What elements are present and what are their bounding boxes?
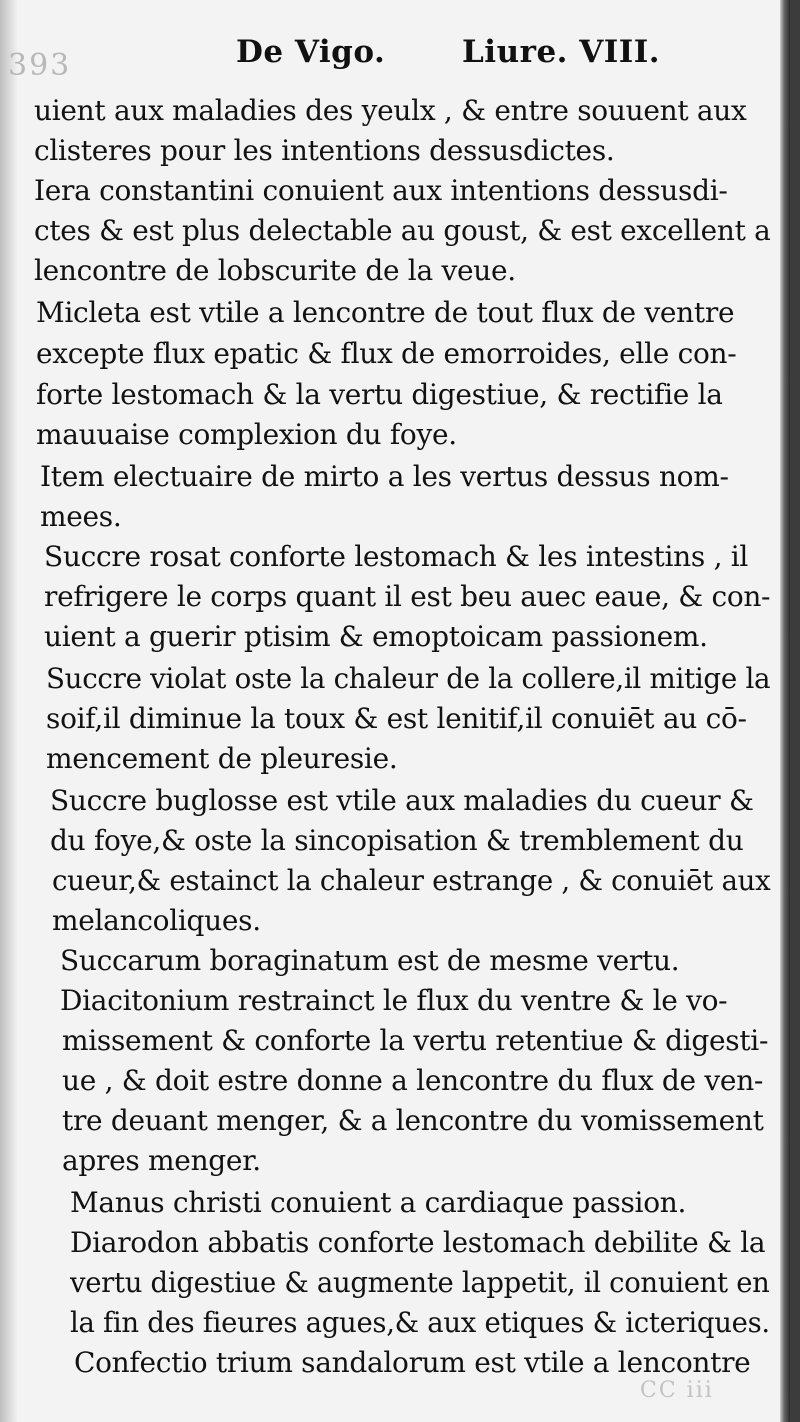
text-line: Diacitonium restrainct le flux du ventre & le vo-	[60, 984, 728, 1017]
text-line: missement & conforte la vertu retentiue & digesti-	[62, 1024, 769, 1057]
text-line: Item electuaire de mirto a les vertus dessus nom-	[40, 460, 729, 493]
text-line: ue , & doit estre donne a lencontre du flux de ven-	[62, 1064, 764, 1097]
text-line: uient aux maladies des yeulx , & entre souuent aux	[34, 94, 747, 127]
text-line: cueur,& estainct la chaleur estrange , & conuiēt aux	[52, 864, 771, 897]
bleed-through-page-number: 393	[8, 48, 72, 83]
text-line: excepte flux epatic & flux de emorroides, elle con-	[36, 337, 737, 370]
text-line: mauuaise complexion du foye.	[36, 418, 457, 451]
text-line: du foye,& oste la sincopisation & tremblement du	[50, 824, 744, 857]
text-line: forte lestomach & la vertu digestiue, & rectifie la	[36, 378, 723, 411]
text-line: vertu digestiue & augmente lappetit, il conuient en	[70, 1266, 770, 1299]
running-head-book: Liure. VIII.	[462, 34, 661, 70]
text-line: melancoliques.	[52, 904, 261, 937]
text-line: la fin des fieures agues,& aux etiques & icteriques.	[70, 1306, 770, 1339]
text-line: Succre rosat conforte lestomach & les intestins , il	[44, 540, 749, 573]
text-line: Succarum boraginatum est de mesme vertu.	[60, 944, 680, 977]
running-head-author: De Vigo.	[236, 34, 386, 70]
text-line: Micleta est vtile a lencontre de tout flux de ventre	[36, 296, 735, 329]
text-line: Succre buglosse est vtile aux maladies du cueur &	[50, 784, 754, 817]
text-line: Diarodon abbatis conforte lestomach debilite & la	[70, 1226, 766, 1259]
text-line: refrigere le corps quant il est beu auec eaue, & con-	[44, 580, 771, 613]
text-line: clisteres pour les intentions dessusdictes.	[34, 134, 615, 167]
text-line: ctes & est plus delectable au goust, & est excellent a	[34, 214, 771, 247]
text-line: mencement de pleuresie.	[46, 742, 398, 775]
text-line: Confectio trium sandalorum est vtile a lencontre	[74, 1346, 751, 1379]
text-line: Iera constantini conuient aux intentions dessusdi-	[34, 174, 728, 207]
text-line: uient a guerir ptisim & emoptoicam passionem.	[44, 620, 708, 653]
text-line: tre deuant menger, & a lencontre du vomissement	[62, 1104, 764, 1137]
text-line: soif,il diminue la toux & est lenitif,il conuiēt au cō-	[46, 702, 747, 735]
text-line: mees.	[40, 500, 122, 533]
bleed-through-signature: CC iii	[640, 1378, 714, 1403]
text-line: lencontre de lobscurite de la veue.	[34, 254, 516, 287]
text-line: Succre violat oste la chaleur de la collere,il mitige la	[46, 662, 771, 695]
text-line: apres menger.	[62, 1144, 261, 1177]
text-line: Manus christi conuient a cardiaque passion.	[70, 1186, 687, 1219]
